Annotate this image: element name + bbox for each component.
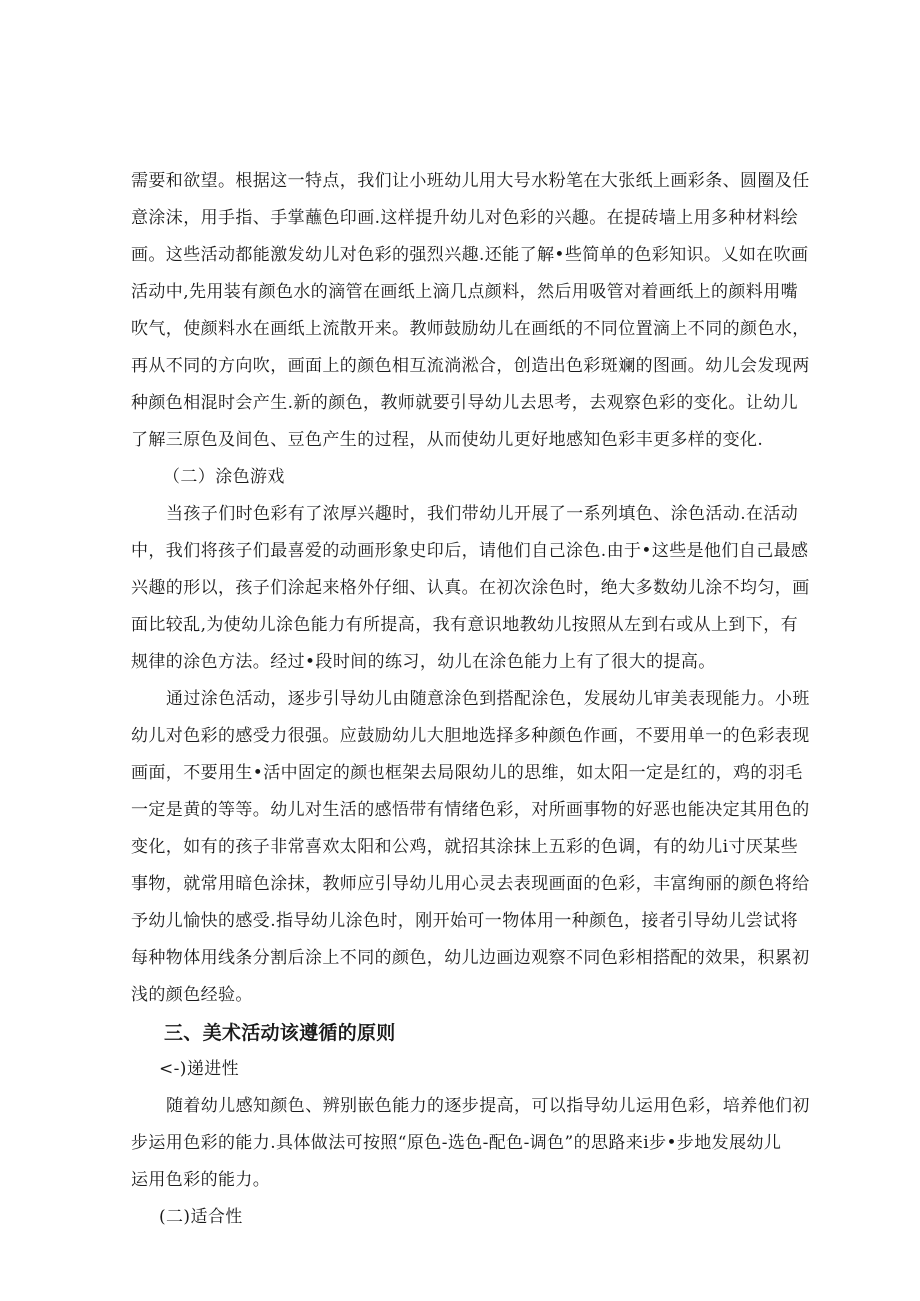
paragraph-line: 当孩子们时色彩有了浓厚兴趣时，我们带幼儿开展了一系列填色、涂色活动.在活动 [166,504,799,524]
paragraph-line: 画。这些活动都能激发幼儿对色彩的强烈兴趣.还能了解•些简单的色彩知识。乂如在吹画 [131,245,809,265]
paragraph-line: 运用色彩的能力。 [131,1170,271,1190]
paragraph-line: 活动中,先用装有颜色水的滴管在画纸上滴几点颜料，然后用吸管对着画纸上的颜料用嘴 [131,282,799,302]
paragraph-line: 浅的颜色经验。 [131,985,253,1005]
subheading-coloring-game: （二）涂色游戏 [163,467,285,487]
paragraph-line: 兴趣的形以，孩子们涂起来格外仔细、认真。在初次涂色时，绝大多数幼儿涂不均匀，画 [131,578,810,598]
paragraph-line: 再从不同的方向吹，画面上的颜色相互流淌淞合，创造出色彩斑斓的图画。幼儿会发现两 [131,356,810,376]
paragraph-line: 变化，如有的孩子非常喜欢太阳和公鸡，就招其涂抹上五彩的色调，有的幼儿i寸厌某些 [131,837,799,857]
paragraph-line: 面比较乱,为使幼儿涂色能力有所提高，我有意识地教幼儿按照从左到右或从上到下，有 [131,615,799,635]
paragraph-line: 一定是黄的等等。幼儿对生活的感悟带有情绪色彩，对所画事物的好恶也能决定其用色的 [131,800,810,820]
paragraph-line: 随着幼儿感知颜色、辨别嵌色能力的逐步提高，可以指导幼儿运用色彩，培养他们初 [166,1096,810,1116]
subheading-progressive: <-)递进性 [159,1059,240,1079]
paragraph-line: 吹气，使颜料水在画纸上流散开来。教师鼓励幼儿在画纸的不同位置滴上不同的颜色水， [131,319,810,339]
paragraph-line: 通过涂色活动，逐步引导幼儿由随意涂色到搭配涂色，发展幼儿审美表现能力。小班 [166,689,810,709]
paragraph-line: 规律的涂色方法。经过•段时间的练习，幼儿在涂色能力上有了很大的提高。 [131,652,716,672]
section-heading: 三、美术活动该遵循的原则 [164,1022,396,1044]
subheading-suitability: (二)适合性 [159,1207,243,1227]
paragraph-line: 了解三原色及间色、豆色产生的过程，从而使幼儿更好地感知色彩丰更多样的变化. [131,430,764,450]
paragraph-line: 每种物体用线条分割后涂上不同的颜色，幼儿边画边观察不同色彩相搭配的效果，积累初 [131,948,810,968]
paragraph-line: 需要和欲望。根据这一特点，我们让小班幼儿用大号水粉笔在大张纸上画彩条、圆圈及任 [131,171,810,191]
paragraph-line: 予幼儿愉快的感受.指导幼儿涂色时，刚开始可一物体用一种颜色，接者引导幼儿尝试将 [131,911,799,931]
paragraph-line: 幼儿对色彩的感受力很强。应鼓励幼儿大胆地选择多种颜色作画，不要用单一的色彩表现 [131,726,810,746]
paragraph-line: 意涂沫，用手指、手掌蘸色印画.这样提升幼儿对色彩的兴趣。在提砖墙上用多种材料绘 [131,208,799,228]
paragraph-line: 画面，不要用生•活中固定的颜也框架去局限幼儿的思维，如太阳一定是红的，鸡的羽毛 [131,763,803,783]
paragraph-line: 种颜色相混时会产生.新的颜色，教师就要引导幼儿去思考，去观察色彩的变化。让幼儿 [131,393,799,413]
paragraph-line: 中，我们将孩子们最喜爱的动画形象史印后，请他们自己涂色.由于•这些是他们自己最感 [131,541,809,561]
paragraph-line: 事物，就常用暗色涂抹，教师应引导幼儿用心灵去表现画面的色彩，丰富绚丽的颜色将给 [131,874,810,894]
paragraph-line: 步运用色彩的能力.具体做法可按照“原色-选色-配色-调色”的思路来i步•步地发展幼儿 [131,1133,782,1153]
